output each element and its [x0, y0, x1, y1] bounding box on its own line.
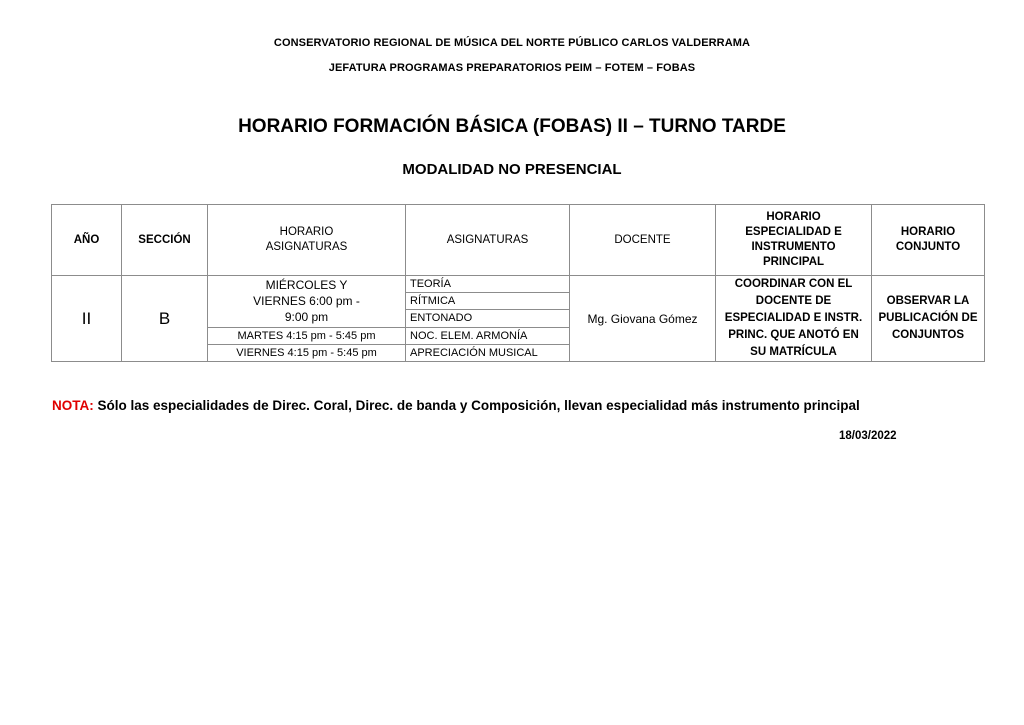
header-teacher: DOCENTE — [570, 205, 716, 276]
header-section: SECCIÓN — [122, 205, 208, 276]
header-ensemble-schedule-text: HORARIO CONJUNTO — [895, 226, 961, 253]
table-row — [52, 276, 985, 293]
cell-schedule-3: VIERNES 4:15 pm - 5:45 pm — [208, 344, 406, 361]
cell-teacher: Mg. Giovana Gómez — [570, 276, 716, 362]
cell-section: B — [122, 276, 208, 362]
note — [52, 398, 860, 413]
page-subtitle: MODALIDAD NO PRESENCIAL — [402, 161, 622, 178]
header-ensemble-schedule — [872, 205, 985, 276]
cell-subject-4: NOC. ELEM. ARMONÍA — [406, 327, 570, 344]
note-label: NOTA: — [52, 398, 94, 413]
cell-subject-2: RÍTMICA — [406, 293, 570, 310]
cell-specialty-text: COORDINAR CON EL DOCENTE DE ESPECIALIDAD E INSTR. PRINC. QUE ANOTÓ EN SU MATRÍCULA — [724, 278, 863, 358]
cell-schedule-1 — [208, 276, 406, 328]
header-specialty-schedule — [716, 205, 872, 276]
header-subject-schedule-text: HORARIO ASIGNATURAS — [265, 226, 348, 253]
department-header: JEFATURA PROGRAMAS PREPARATORIOS PEIM – FOTEM – FOBAS — [328, 62, 696, 74]
cell-specialty — [716, 276, 872, 362]
header-subjects: ASIGNATURAS — [406, 205, 570, 276]
schedule-table — [51, 204, 985, 362]
document-date: 18/03/2022 — [839, 430, 897, 442]
header-specialty-schedule-text: HORARIO ESPECIALIDAD E INSTRUMENTO PRINCIPAL — [745, 211, 842, 268]
header-year: AÑO — [52, 205, 122, 276]
page-title: HORARIO FORMACIÓN BÁSICA (FOBAS) II – TURNO TARDE — [238, 116, 786, 137]
cell-year: II — [52, 276, 122, 362]
cell-schedule-1-text: MIÉRCOLES Y VIERNES 6:00 pm - 9:00 pm — [253, 278, 360, 325]
cell-schedule-2: MARTES 4:15 pm - 5:45 pm — [208, 327, 406, 344]
institution-header: CONSERVATORIO REGIONAL DE MÚSICA DEL NORTE PÚBLICO CARLOS VALDERRAMA — [273, 37, 751, 49]
cell-subject-1: TEORÍA — [406, 276, 570, 293]
cell-ensemble — [872, 276, 985, 362]
cell-subject-3: ENTONADO — [406, 310, 570, 327]
cell-ensemble-text: OBSERVAR LA PUBLICACIÓN DE CONJUNTOS — [878, 295, 978, 341]
header-subject-schedule — [208, 205, 406, 276]
table-header-row — [52, 205, 985, 276]
note-text: Sólo las especialidades de Direc. Coral, Direc. de banda y Composición, llevan especialidad más instrumento principal — [93, 398, 860, 413]
cell-subject-5: APRECIACIÓN MUSICAL — [406, 344, 570, 361]
